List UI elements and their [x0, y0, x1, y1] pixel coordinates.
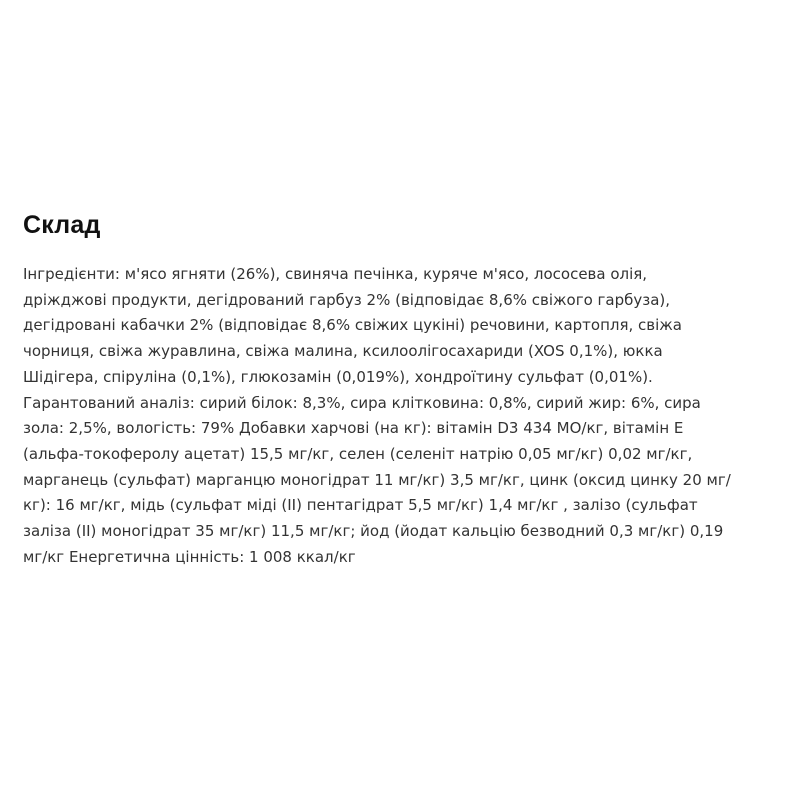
composition-line: Гарантований аналіз: сирий білок: 8,3%, сира клітковина: 0,8%, сирий жир: 6%, сира [23, 393, 701, 412]
composition-section [23, 208, 783, 570]
composition-line: кг): 16 мг/кг, мідь (сульфат міді (II) пентагідрат 5,5 мг/кг) 1,4 мг/кг , залізо (сульфат [23, 496, 698, 515]
composition-text [23, 262, 783, 570]
section-title: Склад [23, 211, 101, 239]
composition-line: дріжджові продукти, дегідрований гарбуз 2% (відповідає 8,6% свіжого гарбуза), [23, 290, 671, 309]
composition-line: заліза (II) моногідрат 35 мг/кг) 11,5 мг/кг; йод (йодат кальцію безводний 0,3 мг/кг) 0,19 [23, 522, 724, 541]
composition-line: чорниця, свіжа журавлина, свіжа малина, ксилоолігосахариди (XOS 0,1%), юкка [23, 342, 663, 361]
composition-line: марганець (сульфат) марганцю моногідрат 11 мг/кг) 3,5 мг/кг, цинк (оксид цинку 20 мг/ [23, 470, 731, 489]
composition-line: Інгредієнти: м'ясо ягняти (26%), свиняча печінка, куряче м'ясо, лососева олія, [23, 265, 648, 283]
composition-line: (альфа-токоферолу ацетат) 15,5 мг/кг, селен (селеніт натрію 0,05 мг/кг) 0,02 мг/кг, [23, 444, 693, 463]
composition-line: мг/кг Енергетична цінність: 1 008 ккал/кг [23, 547, 356, 566]
composition-line: дегідровані кабачки 2% (відповідає 8,6% свіжих цукіні) речовини, картопля, свіжа [23, 316, 682, 335]
composition-line: зола: 2,5%, вологість: 79% Добавки харчові (на кг): вітамін D3 434 МО/кг, вітамін Е [23, 419, 684, 438]
composition-line: Шідігера, спіруліна (0,1%), глюкозамін (0,019%), хондроїтину сульфат (0,01%). [23, 367, 653, 386]
